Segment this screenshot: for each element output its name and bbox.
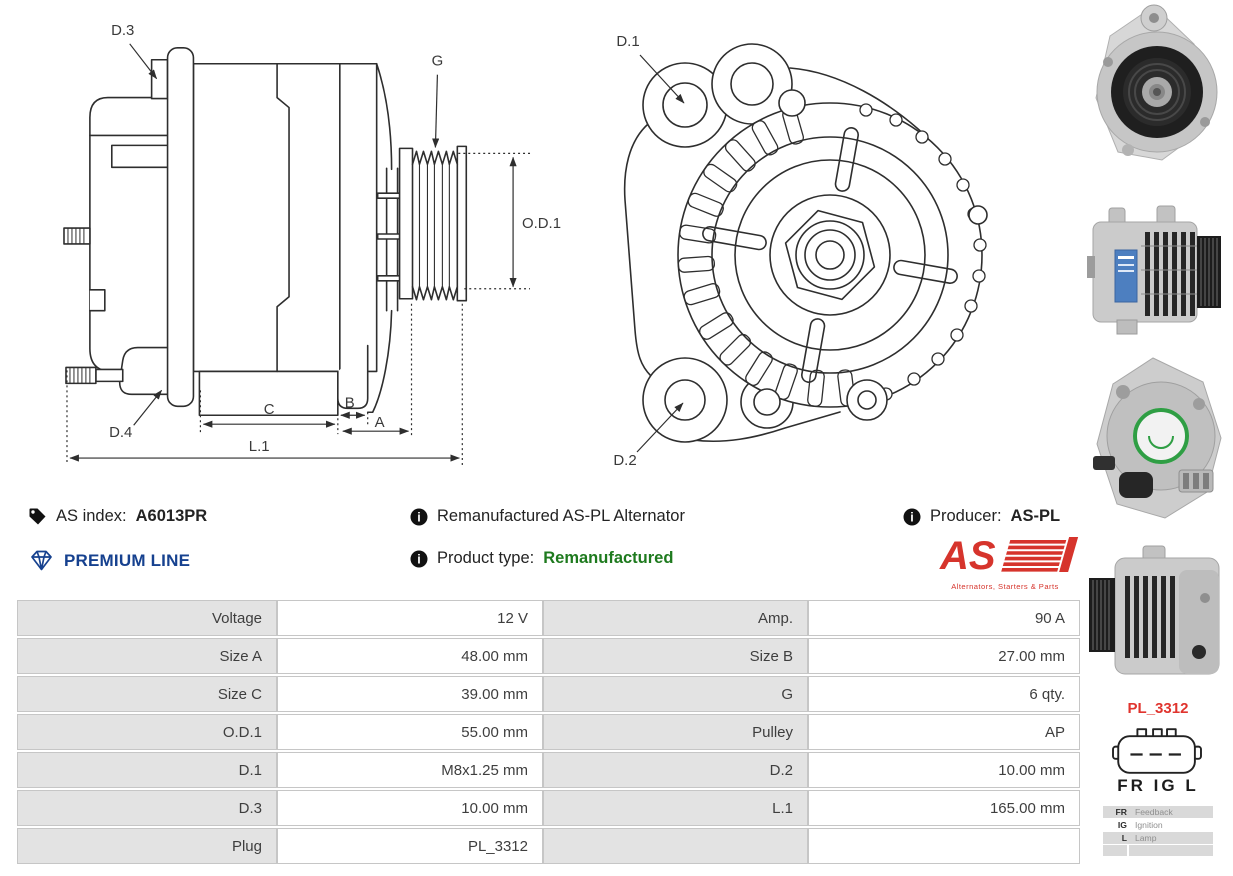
legend-value: Feedback — [1130, 806, 1213, 818]
as-pl-logo-mark — [930, 534, 1080, 576]
legend-row-fr — [1103, 806, 1213, 818]
product-photo-front — [1088, 2, 1230, 186]
legend-key: FR — [1103, 806, 1130, 818]
table-row — [17, 600, 1080, 636]
info-icon — [410, 508, 428, 526]
spec-label: Size A — [17, 638, 277, 674]
spec-value: 12 V — [277, 600, 543, 636]
legend-key: IG — [1117, 820, 1127, 830]
legend-row-ig — [1103, 819, 1213, 831]
as-index-row — [28, 507, 207, 526]
legend-empty-row — [1103, 845, 1213, 856]
plug-legend — [1103, 806, 1213, 845]
dim-label-d4: D.4 — [109, 424, 133, 442]
product-type-row — [410, 549, 673, 568]
spec-label: O.D.1 — [17, 714, 277, 750]
dim-label-d3: D.3 — [111, 21, 135, 39]
dim-label-d1: D.1 — [616, 33, 640, 50]
legend-value: Lamp — [1130, 832, 1213, 844]
dim-label-d2: D.2 — [613, 452, 637, 469]
product-type-value: Remanufactured — [543, 549, 674, 567]
producer-row — [903, 507, 1060, 526]
spec-value: 55.00 mm — [277, 714, 543, 750]
spec-label: G — [543, 676, 808, 712]
legend-value: Ignition — [1135, 820, 1163, 830]
plug-pins-label: FR IG L — [1117, 776, 1199, 795]
product-photo-rear — [1089, 352, 1230, 532]
svg-text:i: i — [417, 551, 421, 566]
dim-label-a: A — [374, 414, 385, 432]
producer-label: Producer: — [930, 507, 1002, 525]
product-photo-side — [1087, 192, 1231, 346]
spec-value: 39.00 mm — [277, 676, 543, 712]
as-index-label: AS index: — [56, 507, 127, 525]
premium-line-row — [28, 549, 190, 572]
dim-label-b: B — [344, 394, 355, 412]
spec-value: 27.00 mm — [808, 638, 1080, 674]
description-row — [410, 507, 685, 526]
table-row — [17, 676, 1080, 712]
logo-tagline: Alternators, Starters & Parts — [951, 582, 1059, 591]
spec-value: 165.00 mm — [808, 790, 1080, 826]
premium-line-label: PREMIUM LINE — [64, 550, 191, 570]
spec-table-container — [17, 598, 1080, 866]
product-photo-side-2 — [1087, 540, 1231, 690]
dim-label-od1: O.D.1 — [522, 215, 562, 233]
spec-value: 48.00 mm — [277, 638, 543, 674]
product-description: Remanufactured AS-PL Alternator — [437, 507, 685, 525]
table-row — [17, 638, 1080, 674]
legend-key: L — [1103, 832, 1130, 844]
spec-label: Voltage — [17, 600, 277, 636]
spec-label — [543, 828, 808, 864]
dim-label-c: C — [263, 401, 275, 419]
spec-label: D.1 — [17, 752, 277, 788]
dim-label-l1: L.1 — [248, 438, 270, 456]
table-row — [17, 828, 1080, 864]
spec-label: L.1 — [543, 790, 808, 826]
logo-text: AS — [940, 534, 996, 576]
spec-value: AP — [808, 714, 1080, 750]
spec-value: 6 qty. — [808, 676, 1080, 712]
spec-label: Size C — [17, 676, 277, 712]
spec-label: D.3 — [17, 790, 277, 826]
front-view-technical-drawing — [585, 10, 1015, 470]
as-pl-logo — [928, 534, 1082, 591]
table-row — [17, 714, 1080, 750]
spec-value: 90 A — [808, 600, 1080, 636]
table-row — [17, 790, 1080, 826]
spec-table — [17, 598, 1080, 866]
spec-value: 10.00 mm — [808, 752, 1080, 788]
spec-value: M8x1.25 mm — [277, 752, 543, 788]
plug-code: PL_3312 — [1127, 700, 1189, 717]
spec-value: 10.00 mm — [277, 790, 543, 826]
legend-row-l — [1103, 832, 1213, 844]
spec-label: Size B — [543, 638, 808, 674]
as-index-value: A6013PR — [135, 507, 208, 525]
pulley-drawing — [400, 146, 467, 300]
product-type-label: Product type: — [437, 549, 535, 567]
producer-value: AS-PL — [1010, 507, 1061, 525]
info-icon — [410, 550, 428, 568]
table-row — [17, 752, 1080, 788]
diamond-icon — [28, 549, 55, 572]
spec-label: Pulley — [543, 714, 808, 750]
svg-text:i: i — [910, 509, 914, 524]
spec-value — [808, 828, 1080, 864]
svg-text:i: i — [417, 509, 421, 524]
info-icon — [903, 508, 921, 526]
spec-label: Plug — [17, 828, 277, 864]
tag-icon — [28, 507, 47, 526]
spec-label: D.2 — [543, 752, 808, 788]
side-view-technical-drawing — [25, 2, 570, 472]
spec-label: Amp. — [543, 600, 808, 636]
spec-value: PL_3312 — [277, 828, 543, 864]
plug-connector-drawing — [1106, 724, 1208, 778]
dim-label-g: G — [431, 52, 444, 70]
